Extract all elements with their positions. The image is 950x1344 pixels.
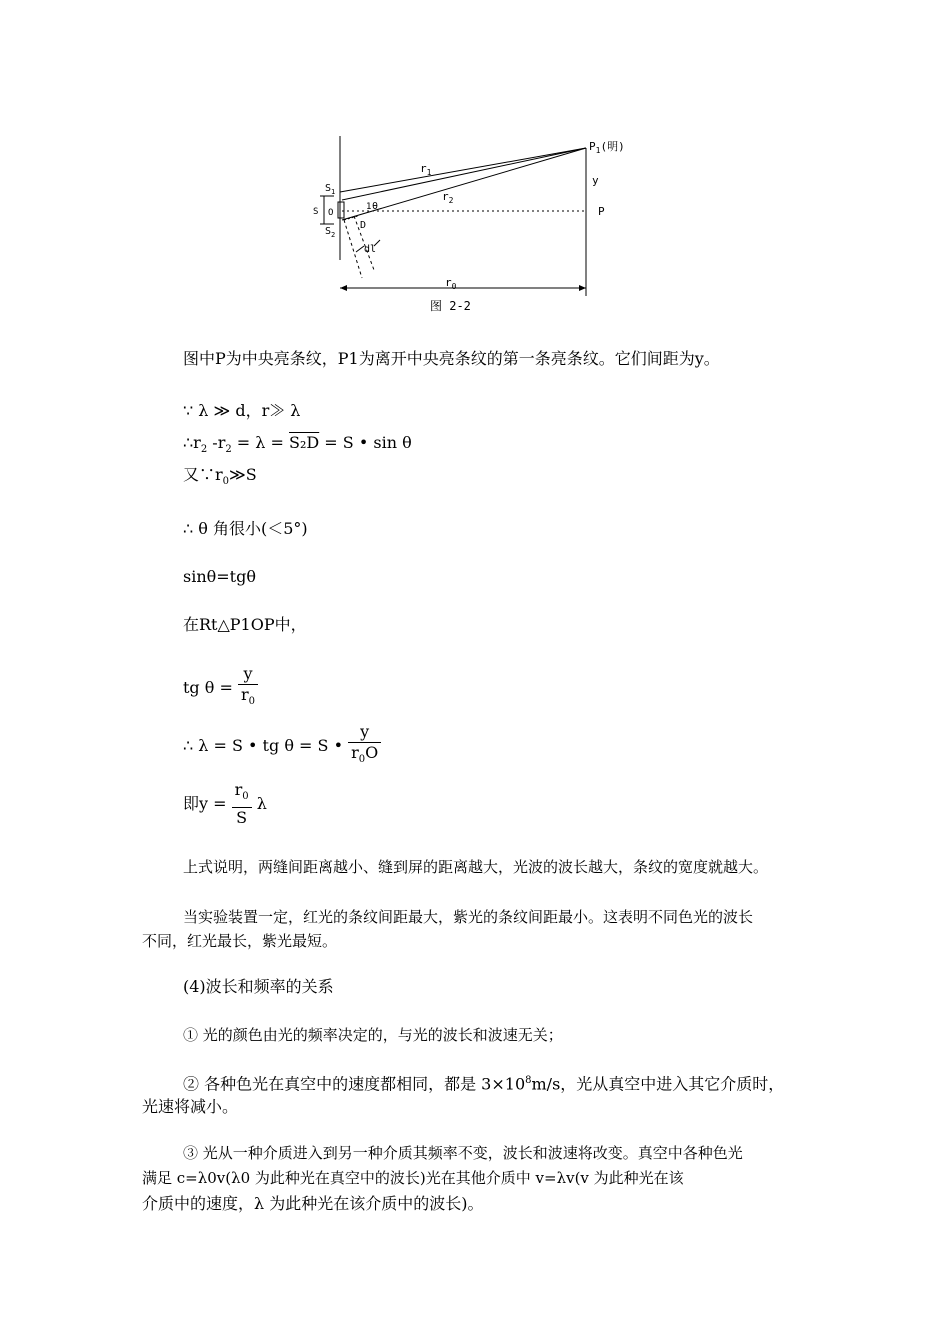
item-2-line-1: ② 各种色光在真空中的速度都相同，都是 $3\times 10^8m/s$，光从真空中进入其它介质时， — [183, 1074, 785, 1094]
label-theta: θ — [372, 201, 379, 212]
lambda-equation: ∴ λ = S • tg θ = S • $\frac{y}{r_0O}$ — [183, 722, 381, 770]
condition-line-3: 又$\because r_0≫S$ — [183, 465, 257, 488]
label-r2: $r_2$ — [442, 190, 454, 205]
item-3-line-2: 满足 c=λ0v(λ0 为此种光在真空中的波长)光在其他介质中 v=λv(v 为此种光在该 — [142, 1169, 684, 1187]
rt-triangle-line: 在Rt△P1OP中， — [183, 615, 307, 634]
section-heading-4: (4)波长和频率的关系 — [183, 977, 334, 996]
label-r0: $r_0$ — [445, 276, 457, 291]
label-p1: $P_1$(明) — [589, 140, 625, 155]
theta-small-line: ∴ θ 角很小(＜5°) — [183, 519, 308, 538]
colors-text-line-2: 不同，红光最长，紫光最短。 — [142, 932, 338, 950]
double-slit-diagram — [300, 128, 660, 318]
ray-r2 — [342, 148, 586, 220]
intro-text: 图中P为中央亮条纹，P1为离开中央亮条纹的第一条亮条纹。它们间距为y。 — [183, 349, 720, 368]
interference-figure — [300, 128, 660, 318]
item-3-line-1: ③ 光从一种介质进入到另一种介质其频率不变，波长和波速将改变。真空中各种色光 — [183, 1144, 743, 1162]
condition-line-1: ∵ λ ≫ d，r≫ λ — [183, 401, 301, 420]
ray-r1 — [340, 148, 586, 192]
label-r1: $r_1$ — [420, 162, 432, 177]
figure-caption: 图 2-2 — [430, 299, 471, 313]
label-o: O — [328, 208, 334, 218]
label-s: S — [313, 207, 319, 217]
path-diff-line — [344, 216, 358, 220]
label-y: y — [592, 174, 599, 187]
label-s1: $S_1$ — [325, 183, 336, 196]
label-p: P — [598, 205, 605, 218]
label-d: D — [360, 220, 367, 231]
condition-line-2: $\therefore r_2$ $-r_2 = \lambda = S_2D = S$ • sin θ — [183, 433, 412, 456]
y-equation: 即y = $\frac{r_0}{S}$ λ — [183, 780, 267, 828]
label-s2: $S_2$ — [325, 226, 336, 239]
slit-box — [338, 202, 344, 218]
label-dl: dl — [364, 244, 377, 255]
colors-text-line-1: 当实验装置一定，红光的条纹间距最大，紫光的条纹间距最小。这表明不同色光的波长 — [183, 908, 754, 926]
explanation-text: 上式说明，两缝间距离越小、缝到屏的距离越大，光波的波长越大，条纹的宽度就越大。 — [183, 858, 769, 876]
item-1: ① 光的颜色由光的频率决定的，与光的波长和波速无关； — [183, 1026, 563, 1044]
item-2-line-2: 光速将减小。 — [142, 1097, 239, 1116]
ray-mid — [342, 148, 586, 200]
item-3-line-3: 介质中的速度，λ 为此种光在该介质中的波长)。 — [142, 1194, 484, 1213]
sin-tg-line: sinθ=tgθ — [183, 567, 256, 586]
label-one: 1 — [366, 202, 372, 212]
tg-equation: tg θ = $\frac{y}{r_0}$ — [183, 664, 258, 712]
